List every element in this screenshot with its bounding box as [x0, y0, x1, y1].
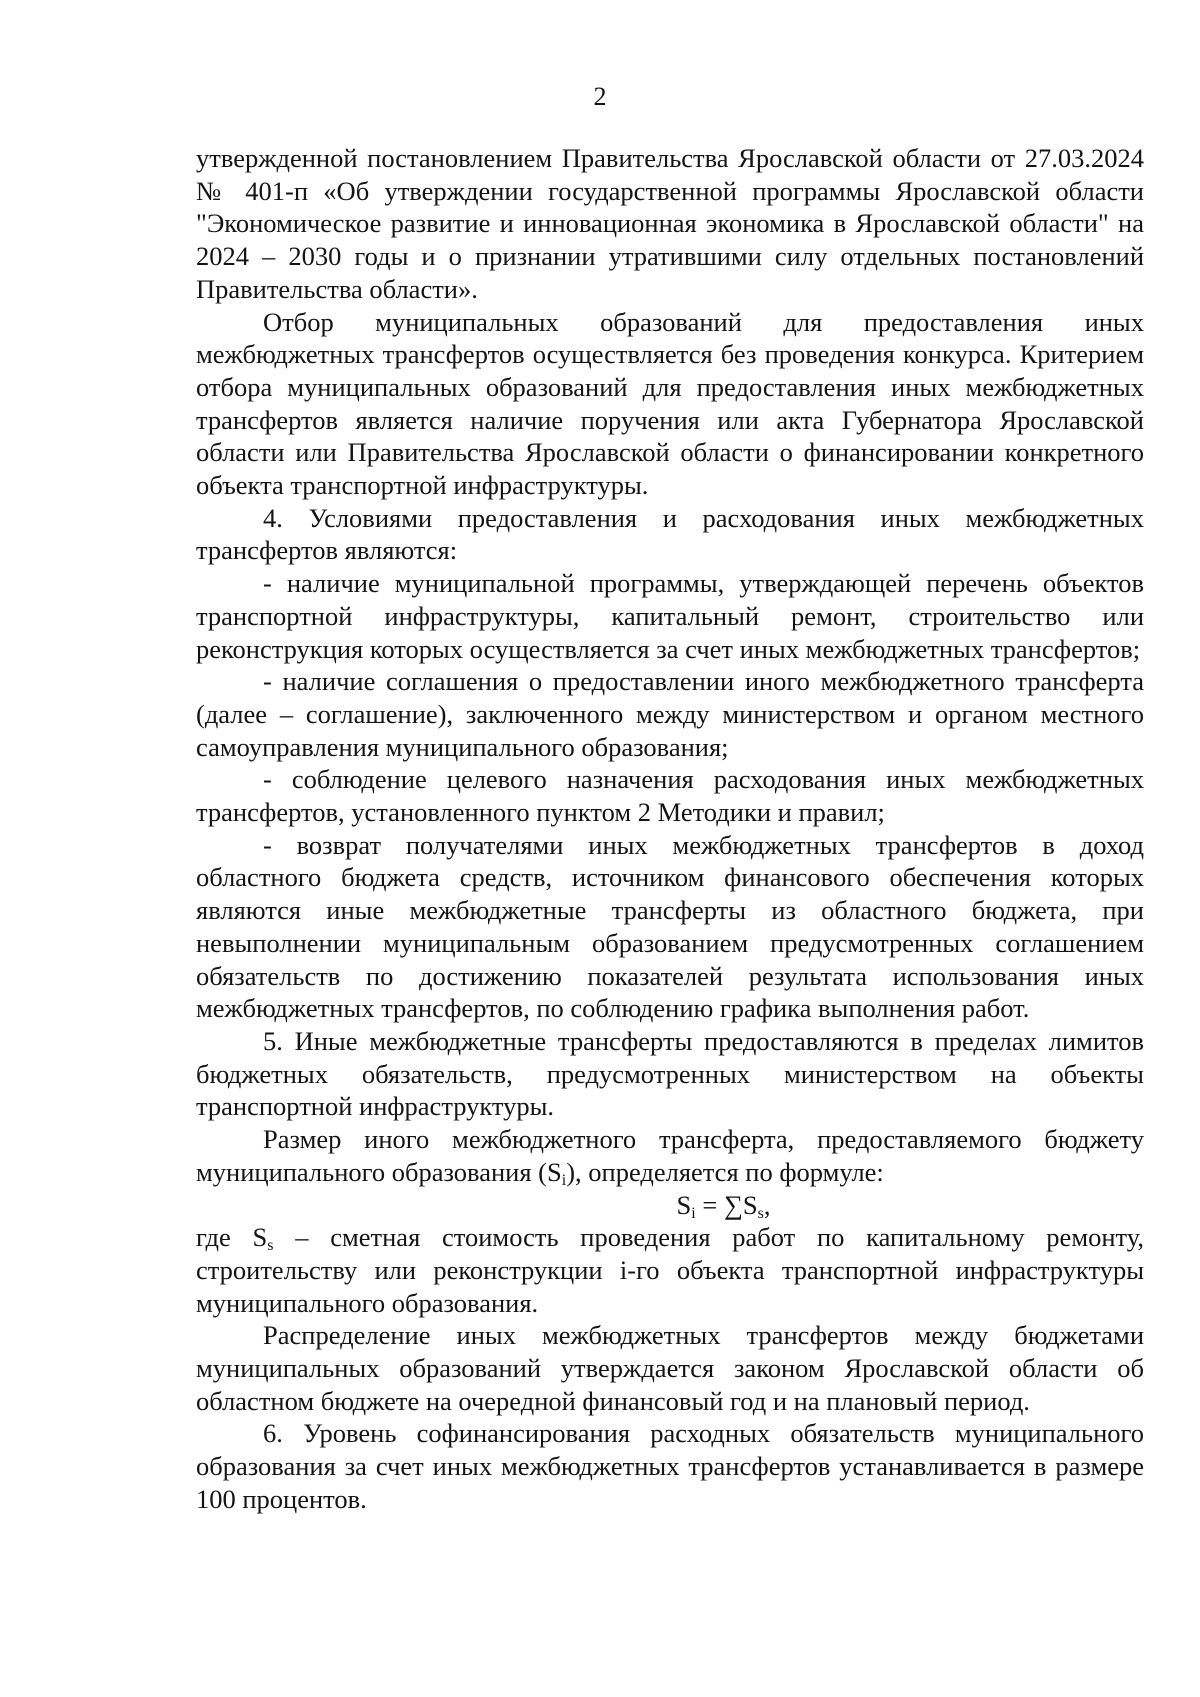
- formula: [196, 1189, 1144, 1222]
- list-item-target-use: - соблюдение целевого назначения расходования иных межбюджетных трансфертов, установленного пунктом 2 Методики и правил;: [196, 764, 1144, 828]
- paragraph-budget-limits: 5. Иные межбюджетные трансферты предоставляются в пределах лимитов бюджетных обязательств, предусмотренных министерством на объекты транспортной инфраструктуры.: [196, 1025, 1144, 1122]
- formula-lhs-subscript: i: [691, 1204, 696, 1222]
- transfer-size-text: Размер иного межбюджетного трансферта, предоставляемого бюджету муниципального образования (S: [196, 1124, 1144, 1187]
- formula-rhs-subscript: s: [757, 1204, 764, 1222]
- formula-operator: = ∑S: [695, 1189, 758, 1220]
- page-number: 2: [593, 82, 607, 111]
- paragraph-formula-explanation: [196, 1221, 1144, 1319]
- list-item-municipal-program: - наличие муниципальной программы, утверждающей перечень объектов транспортной инфраструктуры, капитальный ремонт, строительство или реконструкция которых осуществляется за счет иных межбюджетных трансфертов;: [196, 568, 1144, 664]
- formula-tail: ,: [763, 1189, 771, 1220]
- paragraph-program-reference: утвержденной постановлением Правительства Ярославской области от 27.03.2024 № 401-п «Об утверждении государственной программы Ярославской области "Экономическое развитие и инновационная экономика в Ярославской области" на 2024 – 2030 годы и о признании утратившими силу отдельных постановлений Правительства области».: [196, 143, 1144, 304]
- subscript-i: i: [561, 1171, 567, 1189]
- paragraph-conditions-heading: 4. Условиями предоставления и расходования иных межбюджетных трансфертов являются:: [196, 502, 1144, 566]
- paragraph-distribution: Распределение иных межбюджетных трансфертов между бюджетами муниципальных образований утверждается законом Ярославской области об областном бюджете на очередной финансовый год и на плановый период.: [196, 1320, 1144, 1416]
- paragraph-selection-criteria: Отбор муниципальных образований для предоставления иных межбюджетных трансфертов осуществляется без проведения конкурса. Критерием отбора муниципальных образований для предоставления иных межбюджетных трансфертов является наличие поручения или акта Губернатора Ярославской области или Правительства Ярославской области о финансировании конкретного объекта транспортной инфраструктуры.: [196, 306, 1144, 501]
- explanation-text-end: – сметная стоимость проведения работ по капитальному ремонту, строительству или реконструкции i-го объекта транспортной инфраструктуры муниципального образования.: [196, 1222, 1144, 1318]
- formula-lhs: S: [676, 1189, 692, 1220]
- transfer-size-text-end: ), определяется по формуле:: [566, 1156, 884, 1187]
- paragraph-cofinancing-level: 6. Уровень софинансирования расходных обязательств муниципального образования за счет иных межбюджетных трансфертов устанавливается в размере 100 процентов.: [196, 1418, 1144, 1514]
- subscript-s: s: [267, 1237, 274, 1255]
- explanation-text: где S: [196, 1222, 268, 1253]
- document-body: [196, 142, 1144, 1516]
- list-item-refund: - возврат получателями иных межбюджетных трансфертов в доход областного бюджета средств, источником финансового обеспечения которых являются иные межбюджетные трансферты из областного бюджета, при невыполнении муниципальным образованием предусмотренных соглашением обязательств по достижению показателей результата использования иных межбюджетных трансфертов, по соблюдению графика выполнения работ.: [196, 829, 1144, 1024]
- paragraph-transfer-size: [196, 1123, 1144, 1188]
- list-item-agreement: - наличие соглашения о предоставлении иного межбюджетного трансферта (далее – соглашение), заключенного между министерством и органом местного самоуправления муниципального образования;: [196, 666, 1144, 762]
